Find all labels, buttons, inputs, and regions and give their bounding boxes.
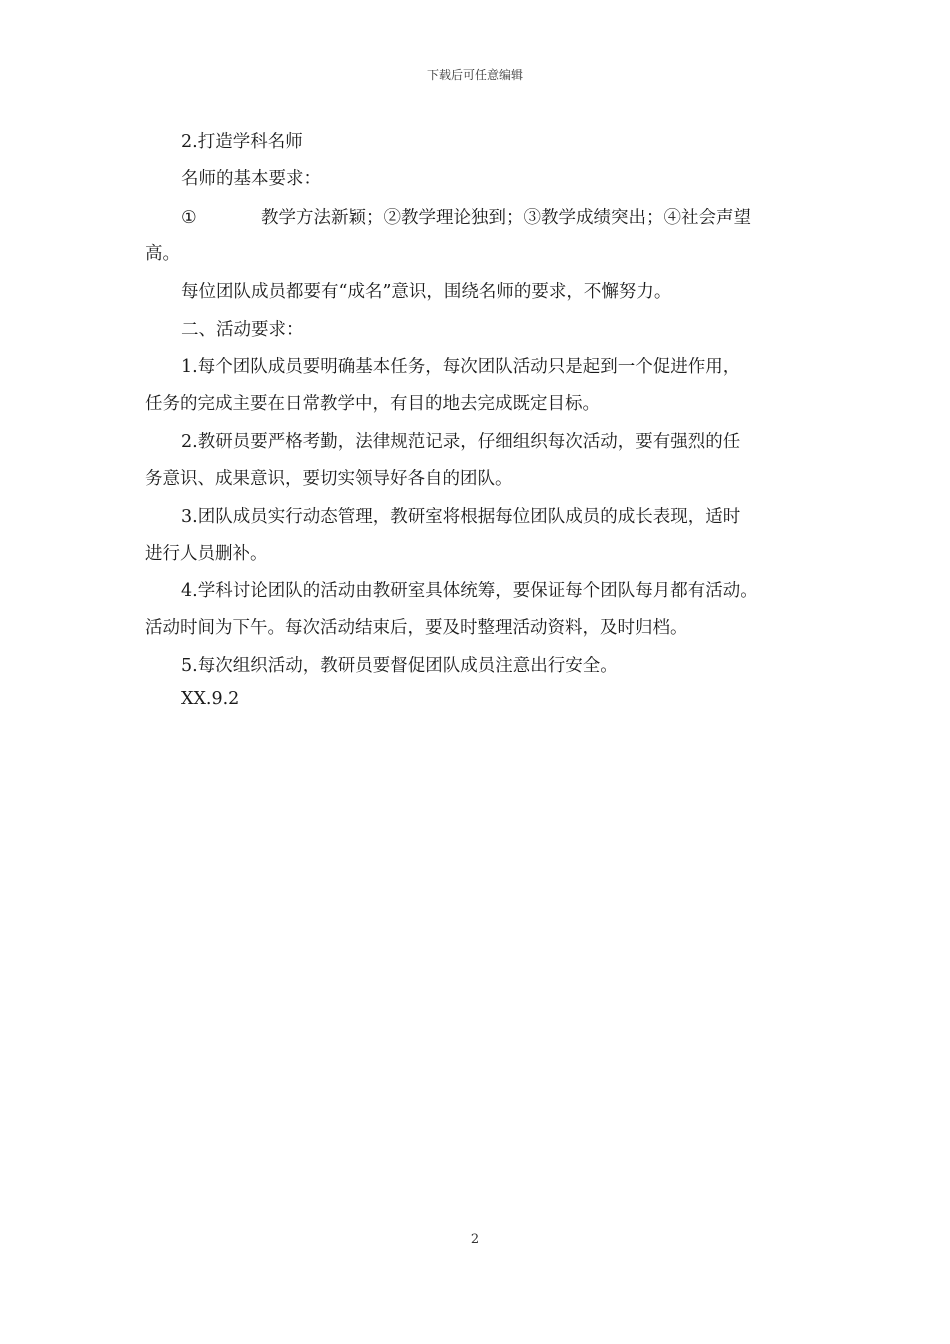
- paragraph-basic-requirements: 名师的基本要求：: [181, 169, 321, 189]
- item-1-line-1: 1.每个团队成员要明确基本任务，每次团队活动只是起到一个促进作用，: [181, 357, 741, 377]
- list-marker: ①: [181, 208, 197, 228]
- section-heading-activity-requirements: 二、活动要求：: [181, 320, 304, 340]
- item-4-line-1: 4.学科讨论团队的活动由教研室具体统筹，要保证每个团队每月都有活动。: [181, 581, 758, 601]
- item-5: 5.每次组织活动，教研员要督促团队成员注意出行安全。: [181, 656, 618, 676]
- item-4-line-2: 活动时间为下午。每次活动结束后，要及时整理活动资料，及时归档。: [145, 618, 688, 638]
- requirements-text: 教学方法新颖；②教学理论独到；③教学成绩突出；④社会声望: [261, 208, 751, 228]
- requirements-list-item: [181, 204, 751, 229]
- item-2-line-1: 2.教研员要严格考勤，法律规范记录，仔细组织每次活动，要有强烈的任: [181, 432, 741, 452]
- page-number: 2: [470, 1232, 480, 1247]
- item-3-line-2: 进行人员删补。: [145, 544, 268, 564]
- paragraph-fame-awareness: 每位团队成员都要有“成名”意识，围绕名师的要求，不懈努力。: [181, 282, 672, 302]
- section-heading-famous-teacher: 2.打造学科名师: [181, 132, 303, 152]
- item-2-line-2: 务意识、成果意识，要切实领导好各自的团队。: [145, 469, 513, 489]
- requirements-text-continued: 高。: [145, 244, 180, 264]
- page-header: 下载后可任意编辑: [426, 68, 523, 82]
- item-1-line-2: 任务的完成主要在日常教学中，有目的地去完成既定目标。: [145, 394, 600, 414]
- item-3-line-1: 3.团队成员实行动态管理，教研室将根据每位团队成员的成长表现，适时: [181, 507, 741, 527]
- document-date: XX.9.2: [181, 689, 240, 709]
